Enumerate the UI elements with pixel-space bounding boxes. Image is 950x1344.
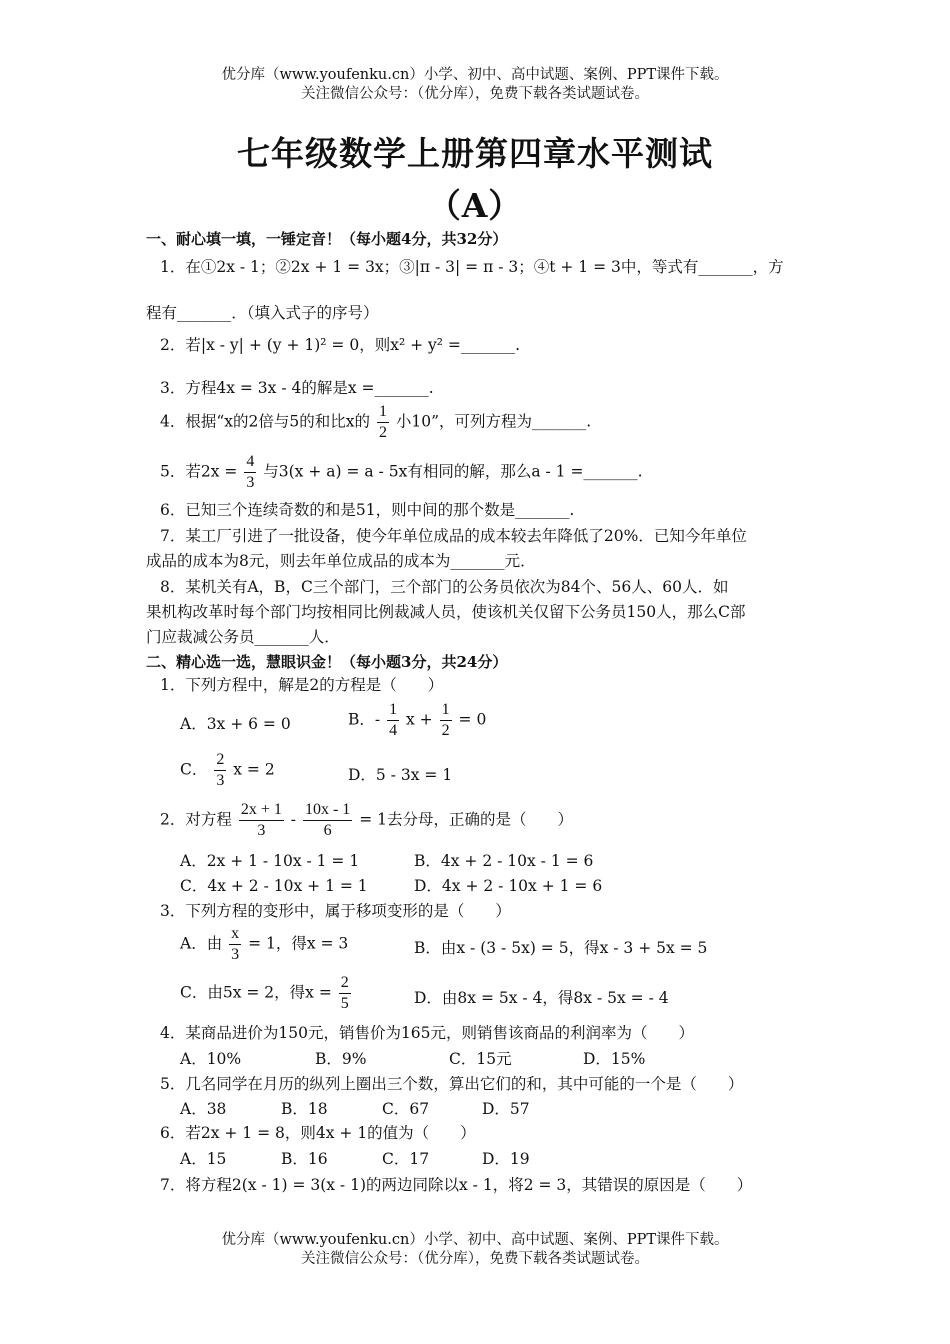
choice-q4-option-c: C．15元 (449, 1050, 512, 1068)
section-1-heading: 一、耐心填一填，一锤定音！（每小题4分，共32分） (146, 230, 508, 248)
choice-q5-option-c: C．67 (382, 1100, 430, 1118)
choice-q1-option-d: D．5 - 3x = 1 (348, 766, 453, 784)
option-b-pre: B．- (348, 710, 381, 729)
fill-q5-post: 与3(x + a) = a - 5x有相同的解，那么a - 1 =_______. (263, 462, 643, 481)
choice-q4-option-b: B．9% (315, 1050, 367, 1068)
option-b-post: = 0 (458, 710, 487, 729)
choice-q4: 4．某商品进价为150元，销售价为165元，则销售该商品的利润率为（ ） (160, 1024, 695, 1042)
fraction-numerator: 10x - 1 (303, 800, 352, 821)
choice-q5-option-d: D．57 (482, 1100, 530, 1118)
page-title: 七年级数学上册第四章水平测试 (237, 134, 713, 173)
fraction (244, 452, 256, 493)
page-subtitle: （A） (427, 186, 523, 225)
fraction-numerator: 1 (440, 700, 452, 721)
choice-q6-option-a: A．15 (180, 1150, 227, 1168)
option-a-post: = 1，得x = 3 (248, 934, 349, 953)
choice-q6: 6．若2x + 1 = 8，则4x + 1的值为（ ） (160, 1124, 476, 1142)
choice-q3-option-c (180, 973, 353, 1014)
fraction-denominator: 2 (378, 424, 387, 441)
footer-line-1: 优分库（www.youfenku.cn）小学、初中、高中试题、案例、PPT课件下载。 (221, 1232, 729, 1248)
choice-q1: 1．下列方程中，解是2的方程是（ ） (160, 676, 444, 694)
fraction (440, 700, 452, 741)
fraction-denominator: 3 (216, 772, 225, 789)
choice-q6-option-b: B．16 (281, 1150, 328, 1168)
fill-q4-post: 小10”，可列方程为_______. (395, 412, 592, 431)
choice-q1-option-b (348, 700, 486, 741)
fraction-numerator: 1 (387, 700, 399, 721)
fill-q1-line2: 程有_______．（填入式子的序号） (146, 304, 379, 322)
fill-q1-line1: 1．在①2x - 1；②2x + 1 = 3x；③|π - 3| = π - 3；④t + 1 = 3中，等式有_______，方 (160, 258, 784, 276)
choice-q4-option-a: A．10% (180, 1050, 242, 1068)
fill-q7-line2: 成品的成本为8元，则去年单位成品的成本为_______元． (146, 552, 536, 570)
choice-q2-option-d: D．4x + 2 - 10x + 1 = 6 (414, 877, 603, 895)
fraction-numerator: x (229, 924, 241, 945)
fill-q3: 3．方程4x = 3x - 4的解是x =_______. (160, 379, 434, 397)
option-c-pre: C． (180, 760, 208, 779)
choice-q5-option-b: B．18 (281, 1100, 328, 1118)
fill-q8-line1: 8．某机关有A，B，C三个部门，三个部门的公务员依次为84个、56人、60人．如 (160, 578, 729, 596)
fill-q6: 6．已知三个连续奇数的和是51，则中间的那个数是_______. (160, 501, 575, 519)
fraction (303, 800, 352, 841)
choice-q3-option-b: B．由x - (3 - 5x) = 5，得x - 3 + 5x = 5 (414, 939, 708, 957)
choice-q5-option-a: A．38 (180, 1100, 227, 1118)
fill-q5-pre: 5．若2x = (160, 462, 238, 481)
choice-q4-option-d: D．15% (583, 1050, 646, 1068)
fraction-numerator: 4 (244, 452, 256, 473)
choice-q2-option-b: B．4x + 2 - 10x - 1 = 6 (414, 852, 594, 870)
fraction-denominator: 2 (441, 722, 450, 739)
choice-q3-option-d: D．由8x = 5x - 4，得8x - 5x = - 4 (414, 989, 669, 1007)
fraction (214, 750, 226, 791)
fill-q8-line2: 果机构改革时每个部门均按相同比例裁减人员，使该机关仅留下公务员150人，那么C部 (146, 603, 746, 621)
fill-q8-line3: 门应裁减公务员_______人． (146, 628, 340, 646)
fraction (387, 700, 399, 741)
choice-q5: 5．几名同学在月历的纵列上圈出三个数，算出它们的和，其中可能的一个是（ ） (160, 1075, 744, 1093)
fraction (229, 924, 241, 965)
choice-q2-pre: 2．对方程 (160, 810, 232, 829)
fill-q2: 2．若|x - y| + (y + 1)² = 0，则x² + y² =_______. (160, 336, 521, 354)
fraction-numerator: 2 (339, 973, 351, 994)
choice-q2-option-a: A．2x + 1 - 10x - 1 = 1 (180, 852, 360, 870)
fill-q5 (160, 452, 643, 493)
fraction-denominator: 3 (231, 946, 240, 963)
header-line-2: 关注微信公众号：（优分库），免费下载各类试题试卷。 (301, 86, 649, 102)
choice-q3: 3．下列方程的变形中，属于移项变形的是（ ） (160, 902, 511, 920)
fraction-numerator: 2x + 1 (239, 800, 284, 821)
option-b-mid: x + (406, 710, 433, 729)
option-c-post: x = 2 (233, 760, 275, 779)
choice-q2-mid: - (290, 810, 297, 829)
choice-q2 (160, 800, 573, 841)
fraction-denominator: 4 (389, 722, 398, 739)
choice-q2-option-c: C．4x + 2 - 10x + 1 = 1 (180, 877, 368, 895)
fraction-denominator: 6 (323, 822, 332, 839)
choice-q3-option-a (180, 924, 348, 965)
choice-q7: 7．将方程2(x - 1) = 3(x - 1)的两边同除以x - 1，将2 = 3，其错误的原因是（ ） (160, 1176, 753, 1194)
option-c-pre: C．由5x = 2，得x = (180, 983, 332, 1002)
section-2-heading: 二、精心选一选，慧眼识金！（每小题3分，共24分） (146, 653, 508, 671)
fraction-numerator: 2 (214, 750, 226, 771)
fraction (239, 800, 284, 841)
choice-q1-option-c (180, 750, 275, 791)
fraction-denominator: 3 (246, 474, 255, 491)
fraction-denominator: 5 (340, 995, 349, 1012)
fill-q4-pre: 4．根据“x的2倍与5的和比x的 (160, 412, 370, 431)
choice-q2-post: = 1去分母，正确的是（ ） (359, 810, 574, 829)
fill-q7-line1: 7．某工厂引进了一批设备，使今年单位成品的成本较去年降低了20%．已知今年单位 (160, 527, 747, 545)
fill-q4 (160, 402, 591, 443)
option-a-pre: A．由 (180, 934, 223, 953)
fraction (377, 402, 389, 443)
choice-q6-option-d: D．19 (482, 1150, 530, 1168)
fraction-denominator: 3 (257, 822, 266, 839)
header-line-1: 优分库（www.youfenku.cn）小学、初中、高中试题、案例、PPT课件下载。 (221, 67, 729, 83)
footer-line-2: 关注微信公众号：（优分库），免费下载各类试题试卷。 (301, 1251, 649, 1267)
choice-q1-option-a: A．3x + 6 = 0 (180, 715, 291, 733)
choice-q6-option-c: C．17 (382, 1150, 430, 1168)
fraction (339, 973, 351, 1014)
fraction-numerator: 1 (377, 402, 389, 423)
